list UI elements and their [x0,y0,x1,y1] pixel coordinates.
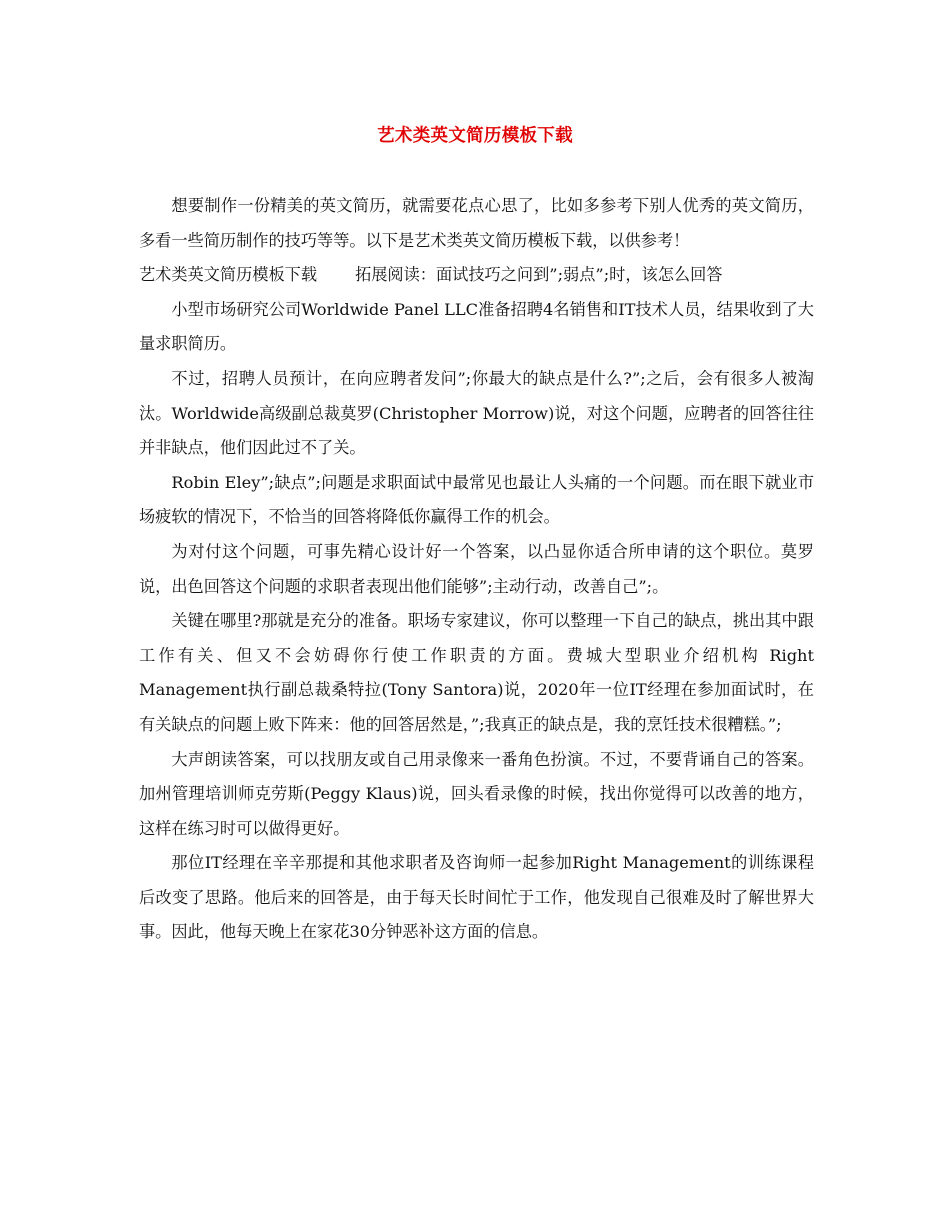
paragraph-8: 那位IT经理在辛辛那提和其他求职者及咨询师一起参加Right Management的训练课程后改变了思路。他后来的回答是，由于每天长时间忙于工作，他发现自己很难及时了解世界大事。因此，他每天晚上在家花30分钟恶补这方面的信息。 [139,853,814,942]
paragraph-intro: 想要制作一份精美的英文简历，就需要花点心思了，比如多参考下别人优秀的英文简历，多看一些简历制作的技巧等等。以下是艺术类英文简历模板下载，以供参考！ [139,196,814,250]
related-label: 艺术类英文简历模板下载 [139,265,318,285]
paragraph-2: 小型市场研究公司Worldwide Panel LLC准备招聘4名销售和IT技术人员，结果收到了大量求职简历。 [139,299,814,354]
paragraph-6: 关键在哪里?那就是充分的准备。职场专家建议，你可以整理一下自己的缺点，挑出其中跟工作有关、但又不会妨碍你行使工作职责的方面。费城大型职业介绍机构 Right Management执行副总裁桑特拉(Tony Santora)说，2020年一位IT经理在参加面试时，在有关缺点的问题上败下阵来：他的回答居然是，”;我真正的缺点是，我的烹饪技术很糟糕。”; [139,611,814,734]
document-body [139,189,814,950]
document-title: 艺术类英文简历模板下载 [377,126,573,146]
paragraph-3: 不过，招聘人员预计，在向应聘者发问”;你最大的缺点是什么?”;之后，会有很多人被淘汰。Worldwide高级副总裁莫罗(Christopher Morrow)说，对这个问题，应聘者的回答往往并非缺点，他们因此过不了关。 [139,368,814,458]
paragraph-7: 大声朗读答案，可以找朋友或自己用录像来一番角色扮演。不过，不要背诵自己的答案。加州管理培训师克劳斯(Peggy Klaus)说，回头看录像的时候，找出你觉得可以改善的地方，这样在练习时可以做得更好。 [139,749,814,838]
paragraph-4: Robin Eley”;缺点”;问题是求职面试中最常见也最让人头痛的一个问题。而在眼下就业市场疲软的情况下，不恰当的回答将降低你赢得工作的机会。 [139,472,814,527]
paragraph-5: 为对付这个问题，可事先精心设计好一个答案，以凸显你适合所申请的这个职位。莫罗说，出色回答这个问题的求职者表现出他们能够”;主动行动，改善自己”;。 [139,541,814,596]
related-reading-line [139,258,814,293]
related-extra-link[interactable]: 拓展阅读：面试技巧之问到”;弱点”;时，该怎么回答 [355,265,723,285]
